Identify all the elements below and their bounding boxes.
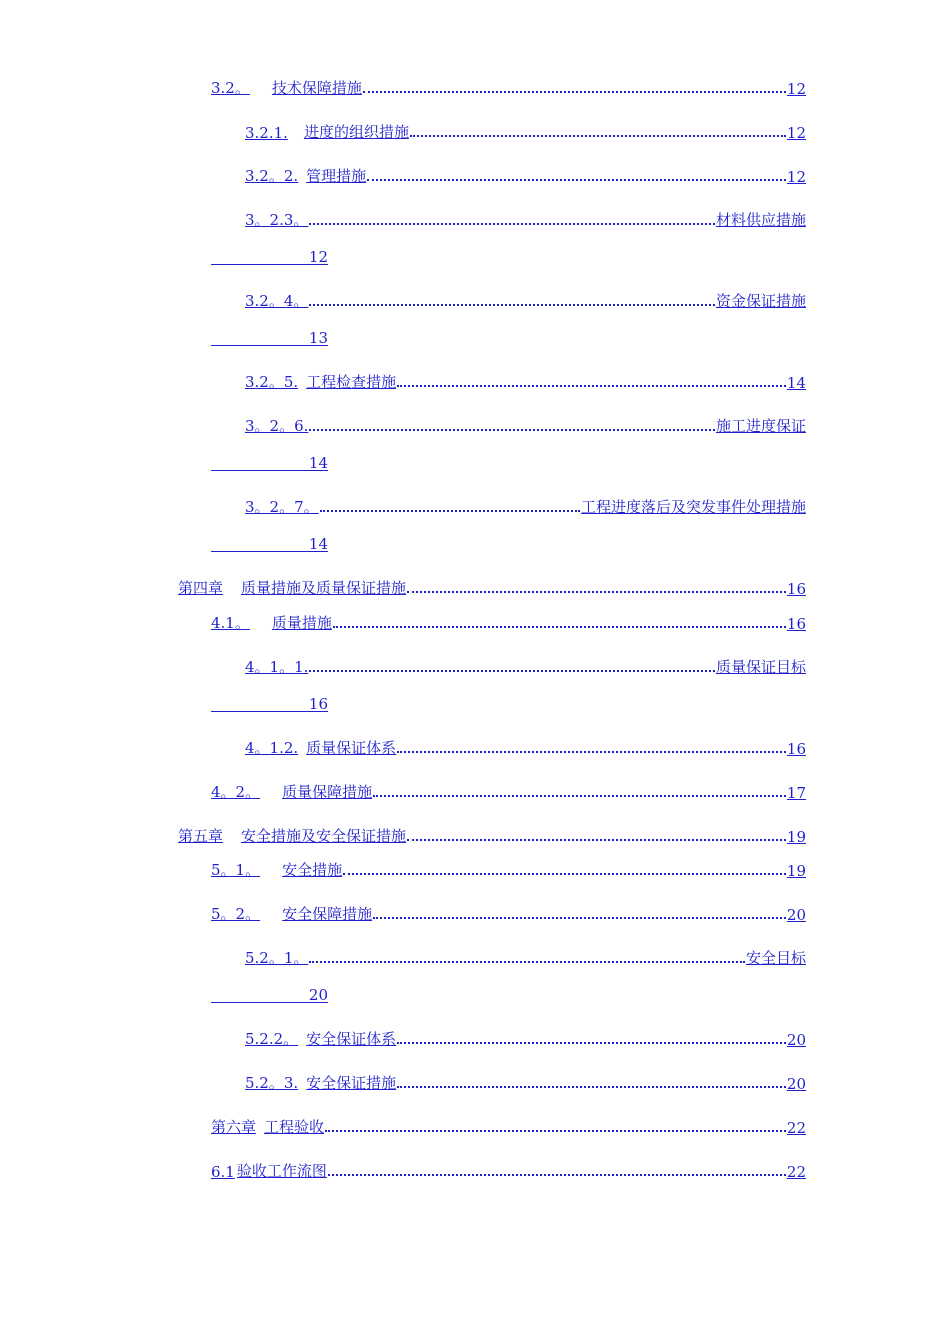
toc-entry-page: 16 xyxy=(308,695,328,713)
toc-entry-number: 3.2。2. xyxy=(245,167,299,185)
toc-entry-title: 安全保障措施 xyxy=(282,905,373,923)
toc-dot-leader xyxy=(397,1027,786,1044)
toc-entry-4-1[interactable] xyxy=(211,609,806,633)
toc-entry-page: 16 xyxy=(786,615,806,633)
toc-entry-title: 进度的组织措施 xyxy=(303,123,409,141)
toc-entry-page: 19 xyxy=(786,862,806,880)
toc-entry-3-2-2[interactable] xyxy=(245,162,806,186)
toc-dot-leader xyxy=(373,902,786,919)
toc-entry-chapter-5[interactable] xyxy=(178,822,806,846)
toc-entry-number: 第四章 xyxy=(178,579,224,597)
toc-entry-title: 验收工作流图 xyxy=(236,1162,327,1180)
toc-entry-5-2[interactable] xyxy=(211,900,806,924)
toc-entry-4-1-1-page[interactable] xyxy=(211,689,328,712)
toc-dot-leader xyxy=(410,120,786,137)
toc-entry-title: 材料供应措施 xyxy=(715,211,806,229)
toc-entry-page: 16 xyxy=(786,580,806,598)
toc-entry-title: 技术保障措施 xyxy=(271,79,362,97)
toc-entry-title: 工程检查措施 xyxy=(306,373,397,391)
toc-entry-title: 质量保障措施 xyxy=(282,783,373,801)
toc-dot-leader xyxy=(309,946,745,963)
toc-dot-leader xyxy=(407,576,786,593)
toc-entry-page: 20 xyxy=(308,986,328,1004)
toc-entry-4-1-2[interactable] xyxy=(245,734,806,758)
toc-dot-leader xyxy=(333,611,786,628)
toc-entry-page: 12 xyxy=(786,80,806,98)
toc-entry-number: 3。2。6. xyxy=(245,417,309,435)
toc-dot-leader xyxy=(309,414,715,431)
toc-entry-number: 3.2。5. xyxy=(245,373,299,391)
toc-entry-number: 3.2。4。 xyxy=(245,292,309,310)
toc-entry-page: 20 xyxy=(786,1075,806,1093)
toc-entry-page: 12 xyxy=(308,248,328,266)
toc-dot-leader xyxy=(363,76,786,93)
toc-entry-page: 14 xyxy=(308,454,328,472)
toc-entry-number: 3。2。7。 xyxy=(245,498,319,516)
toc-dot-leader xyxy=(309,289,715,306)
toc-entry-title: 安全保证措施 xyxy=(306,1074,397,1092)
toc-entry-3-2-6[interactable] xyxy=(245,412,806,436)
toc-entry-3-2-3[interactable] xyxy=(245,206,806,230)
toc-entry-title: 工程验收 xyxy=(264,1118,325,1136)
toc-entry-number: 4。2。 xyxy=(211,783,261,801)
toc-dot-leader xyxy=(328,1159,786,1176)
toc-entry-title: 安全目标 xyxy=(745,949,806,967)
toc-entry-chapter-6[interactable] xyxy=(211,1113,806,1137)
toc-entry-page: 20 xyxy=(786,906,806,924)
toc-dot-leader xyxy=(397,736,786,753)
toc-entry-5-2-1[interactable] xyxy=(245,944,806,968)
toc-entry-number: 6.1 xyxy=(211,1163,235,1181)
toc-entry-5-2-2[interactable] xyxy=(245,1025,806,1049)
toc-dot-leader xyxy=(367,164,786,181)
toc-entry-title: 施工进度保证 xyxy=(715,417,806,435)
toc-entry-page: 12 xyxy=(786,124,806,142)
toc-entry-number: 5.2.2。 xyxy=(245,1030,299,1048)
toc-entry-3-2[interactable] xyxy=(211,74,806,98)
toc-entry-title: 管理措施 xyxy=(306,167,367,185)
toc-entry-page: 14 xyxy=(308,535,328,553)
toc-entry-5-2-3[interactable] xyxy=(245,1069,806,1093)
toc-dot-leader xyxy=(309,208,715,225)
toc-entry-title: 质量措施及质量保证措施 xyxy=(241,579,407,597)
toc-entry-number: 第五章 xyxy=(178,827,224,845)
toc-entry-number: 5。1。 xyxy=(211,861,261,879)
toc-entry-title: 安全措施 xyxy=(282,861,343,879)
toc-entry-5-1[interactable] xyxy=(211,856,806,880)
toc-entry-title: 安全保证体系 xyxy=(306,1030,397,1048)
toc-entry-title: 安全措施及安全保证措施 xyxy=(241,827,407,845)
toc-entry-title: 质量措施 xyxy=(271,614,332,632)
toc-entry-3-2-7-page[interactable] xyxy=(211,529,328,552)
toc-entry-title: 工程进度落后及突发事件处理措施 xyxy=(580,498,806,516)
toc-dot-leader xyxy=(397,370,786,387)
toc-entry-number: 5.2。3. xyxy=(245,1074,299,1092)
toc-dot-leader xyxy=(407,824,786,841)
toc-entry-page: 17 xyxy=(786,784,806,802)
toc-entry-3-2-4-page[interactable] xyxy=(211,323,328,346)
toc-entry-number: 第六章 xyxy=(211,1118,257,1136)
toc-entry-number: 4.1。 xyxy=(211,614,250,632)
toc-entry-chapter-4[interactable] xyxy=(178,574,806,598)
toc-entry-title: 资金保证措施 xyxy=(715,292,806,310)
toc-entry-3-2-4[interactable] xyxy=(245,287,806,311)
toc-entry-4-2[interactable] xyxy=(211,778,806,802)
toc-entry-5-2-1-page[interactable] xyxy=(211,980,328,1003)
toc-dot-leader xyxy=(320,495,580,512)
toc-entry-number: 3。2.3。 xyxy=(245,211,309,229)
toc-entry-number: 3.2。 xyxy=(211,79,250,97)
toc-dot-leader xyxy=(343,858,786,875)
toc-dot-leader xyxy=(397,1071,786,1088)
toc-entry-page: 16 xyxy=(786,740,806,758)
toc-entry-3-2-6-page[interactable] xyxy=(211,448,328,471)
toc-entry-page: 13 xyxy=(308,329,328,347)
toc-entry-number: 5。2。 xyxy=(211,905,261,923)
toc-dot-leader xyxy=(309,655,715,672)
toc-entry-number: 4。1。1. xyxy=(245,658,309,676)
toc-entry-page: 12 xyxy=(786,168,806,186)
toc-entry-page: 22 xyxy=(786,1119,806,1137)
toc-entry-page: 22 xyxy=(786,1163,806,1181)
toc-entry-title: 质量保证体系 xyxy=(306,739,397,757)
toc-entry-number: 5.2。1。 xyxy=(245,949,309,967)
toc-entry-6-1[interactable] xyxy=(211,1157,806,1181)
toc-entry-3-2-1[interactable] xyxy=(245,118,806,142)
toc-entry-3-2-5[interactable] xyxy=(245,368,806,392)
toc-entry-title: 质量保证目标 xyxy=(715,658,806,676)
toc-entry-number: 4。1.2. xyxy=(245,739,299,757)
toc-entry-3-2-3-page[interactable] xyxy=(211,242,328,265)
toc-entry-3-2-7[interactable] xyxy=(245,493,806,517)
toc-entry-page: 14 xyxy=(786,374,806,392)
toc-dot-leader xyxy=(373,780,786,797)
toc-entry-page: 20 xyxy=(786,1031,806,1049)
toc-dot-leader xyxy=(325,1115,786,1132)
toc-entry-4-1-1[interactable] xyxy=(245,653,806,677)
toc-entry-number: 3.2.1. xyxy=(245,124,288,142)
toc-entry-page: 19 xyxy=(786,828,806,846)
